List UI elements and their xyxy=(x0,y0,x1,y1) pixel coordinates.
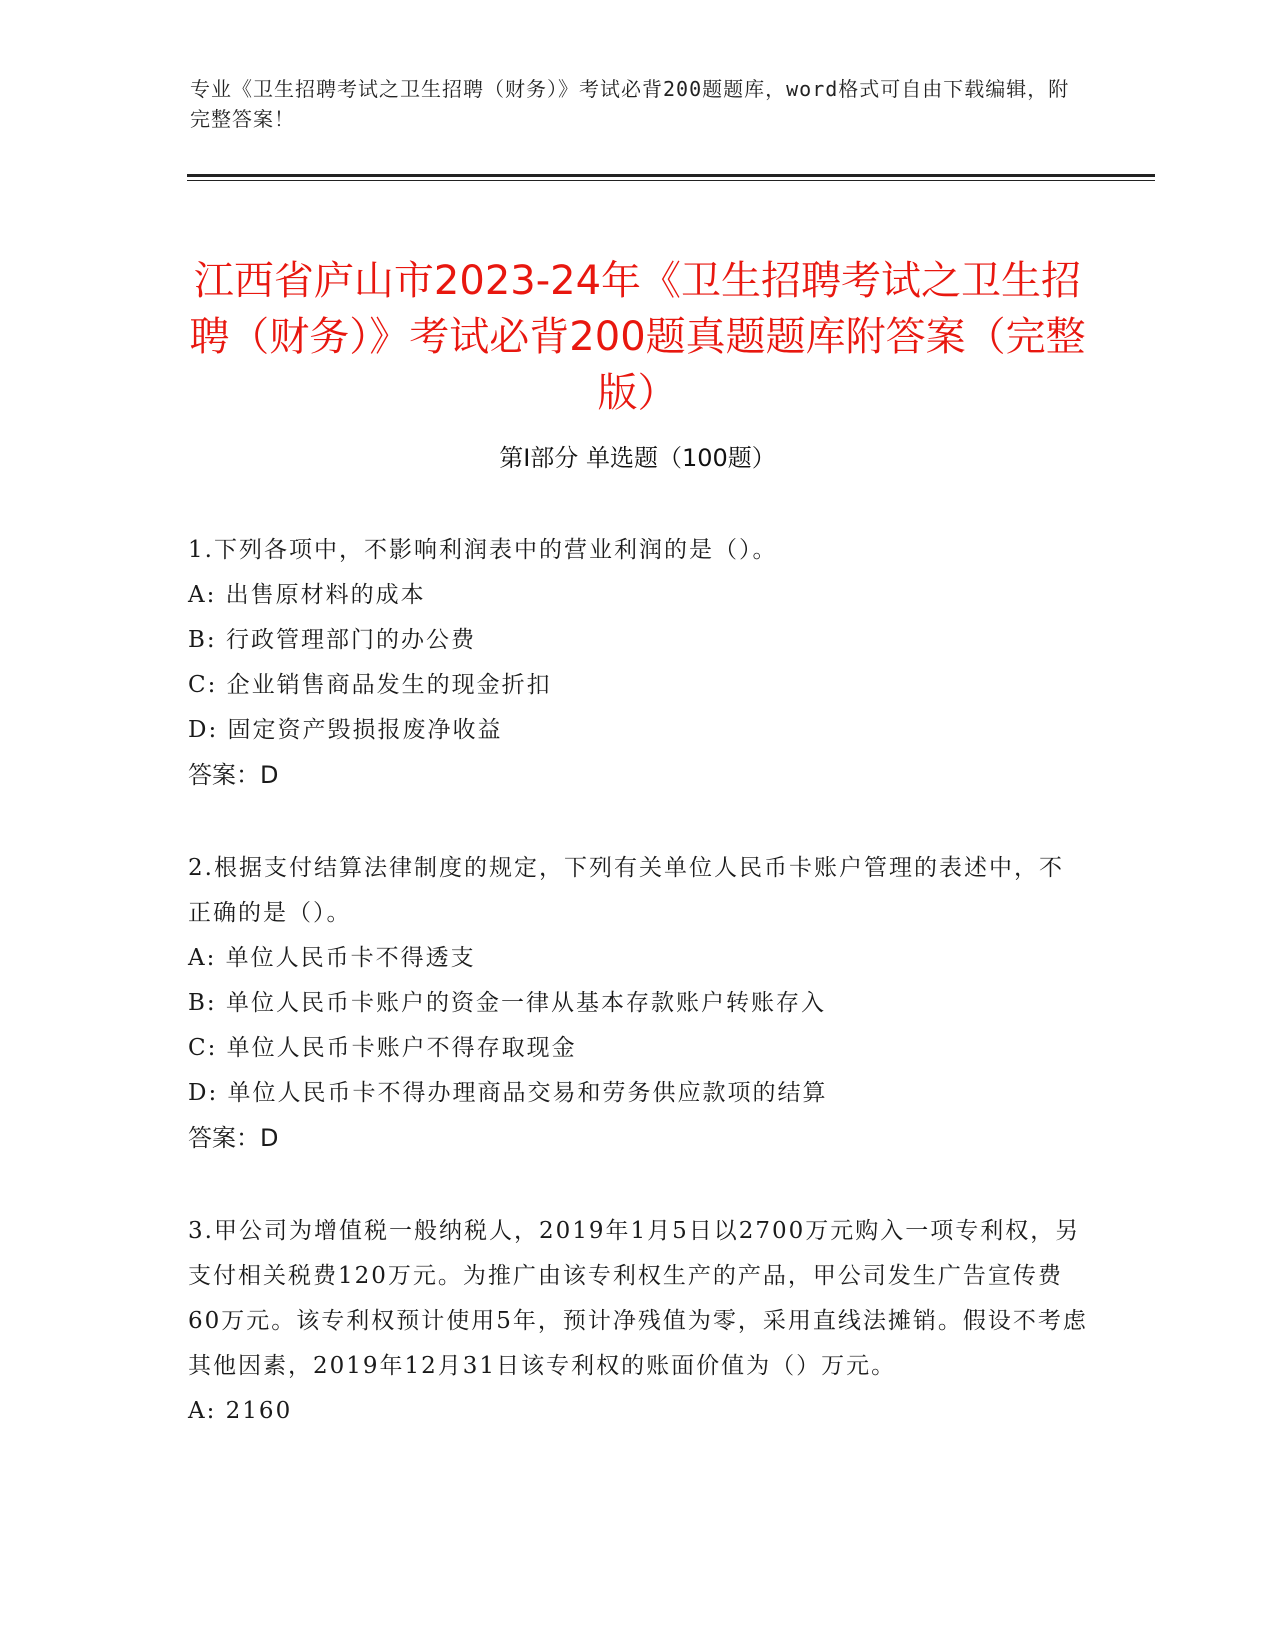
question-stem: 3.甲公司为增值税一般纳税人，2019年1月5日以2700万元购入一项专利权，另支付相关税费120万元。为推广由该专利权生产的产品，甲公司发生广告宣传费60万元。该专利权预计使用5年，预计净残值为零，采用直线法摊销。假设不考虑其他因素，2019年12月31日该专利权的账面价值为（）万元。 xyxy=(188,1218,1088,1379)
question-1 xyxy=(188,528,1088,798)
question-3 xyxy=(188,1209,1088,1434)
document-title: 江西省庐山市2023-24年《卫生招聘考试之卫生招聘（财务）》考试必背200题真题题库附答案（完整版） xyxy=(189,257,1086,416)
section-title: 第Ⅰ部分 单选题（100题） xyxy=(499,444,776,472)
option-c: C: 企业销售商品发生的现金折扣 xyxy=(188,672,552,698)
question-list xyxy=(188,528,1088,1482)
option-c: C: 单位人民币卡账户不得存取现金 xyxy=(188,1035,577,1061)
option-d: D: 固定资产毁损报废净收益 xyxy=(188,717,503,743)
option-b: B: 行政管理部门的办公费 xyxy=(188,627,476,653)
answer: 答案：D xyxy=(188,761,279,789)
question-stem: 1.下列各项中，不影响利润表中的营业利润的是（）。 xyxy=(188,537,778,563)
option-a: A: 出售原材料的成本 xyxy=(188,582,426,608)
option-b: B: 单位人民币卡账户的资金一律从基本存款账户转账存入 xyxy=(188,990,826,1016)
option-d: D: 单位人民币卡不得办理商品交易和劳务供应款项的结算 xyxy=(188,1080,828,1106)
option-a: A: 单位人民币卡不得透支 xyxy=(188,945,476,971)
option-a: A: 2160 xyxy=(188,1398,293,1424)
header-note: 专业《卫生招聘考试之卫生招聘（财务）》考试必背200题题库，word格式可自由下载编辑，附完整答案！ xyxy=(190,77,1070,131)
question-2 xyxy=(188,846,1088,1161)
header-rule-thick xyxy=(187,174,1155,177)
header-rule-thin xyxy=(187,180,1155,181)
question-stem: 2.根据支付结算法律制度的规定，下列有关单位人民币卡账户管理的表述中，不正确的是（）。 xyxy=(188,855,1064,926)
answer: 答案：D xyxy=(188,1124,279,1152)
